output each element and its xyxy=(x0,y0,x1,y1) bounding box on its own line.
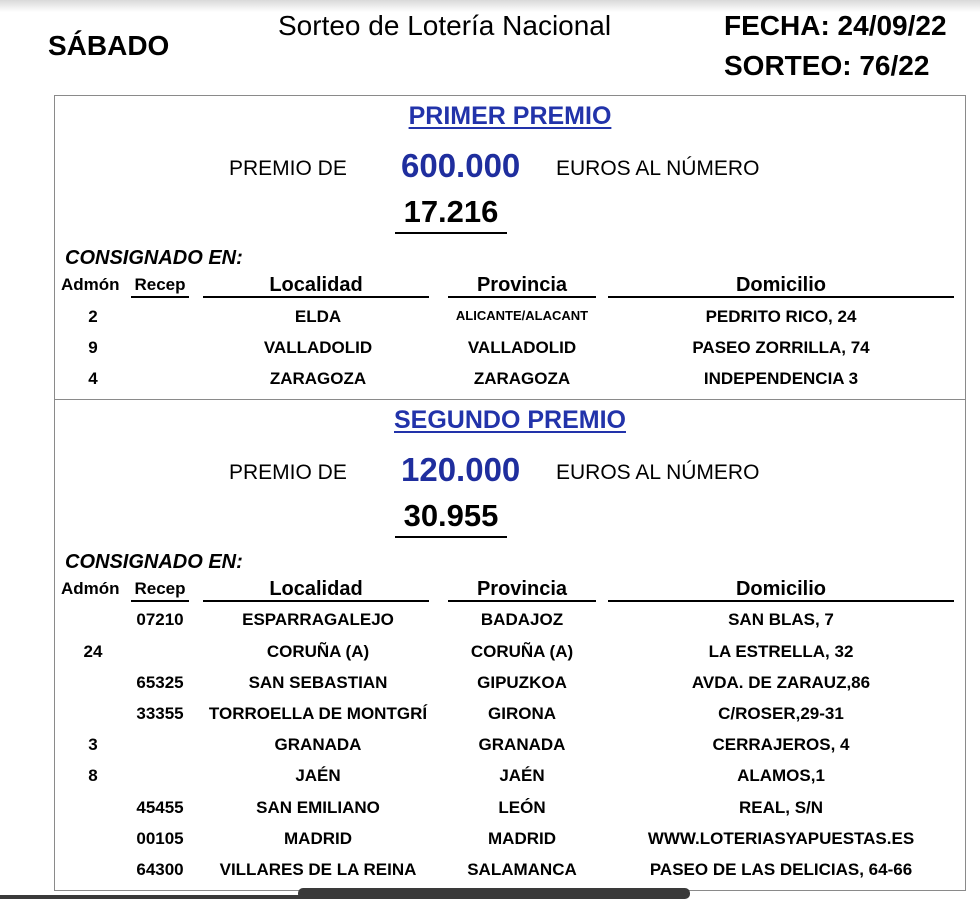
localidad-cell: SAN SEBASTIAN xyxy=(248,673,388,692)
localidad-cell: ELDA xyxy=(294,307,342,326)
table-row xyxy=(55,369,965,393)
localidad-cell: CORUÑA (A) xyxy=(266,642,370,661)
second-prize-number: 30.955 xyxy=(395,498,507,538)
col-localidad-header: Localidad xyxy=(203,578,429,602)
provincia-cell: GRANADA xyxy=(478,735,566,754)
table-row xyxy=(55,798,965,822)
day-label: SÁBADO xyxy=(48,30,170,61)
consigned-in-label: CONSIGNADO EN: xyxy=(65,247,243,269)
domicilio-cell: CERRAJEROS, 4 xyxy=(712,735,850,754)
localidad-cell: VILLARES DE LA REINA xyxy=(219,860,417,879)
provincia-cell: VALLADOLID xyxy=(467,338,577,357)
second-prize-title: SEGUNDO PREMIO xyxy=(394,406,626,434)
admon-cell: 8 xyxy=(88,766,98,785)
localidad-cell: SAN EMILIANO xyxy=(256,798,380,817)
provincia-cell: ZARAGOZA xyxy=(473,369,571,388)
euros-per-number-label: EUROS AL NÚMERO xyxy=(556,461,760,484)
provincia-cell: CORUÑA (A) xyxy=(470,642,574,661)
provincia-cell: LEÓN xyxy=(498,798,546,817)
recep-cell: 64300 xyxy=(136,860,184,879)
domicilio-cell: AVDA. DE ZARAUZ,86 xyxy=(691,673,871,692)
domicilio-cell: LA ESTRELLA, 32 xyxy=(708,642,854,661)
first-prize-section xyxy=(54,95,966,400)
col-recep-header: Recep xyxy=(131,274,189,298)
localidad-cell: JAÉN xyxy=(295,766,341,785)
col-localidad-header: Localidad xyxy=(203,274,429,298)
prize-of-label: PREMIO DE xyxy=(229,157,347,180)
localidad-cell: ESPARRAGALEJO xyxy=(242,610,394,629)
provincia-cell: BADAJOZ xyxy=(480,610,564,629)
col-provincia-header: Provincia xyxy=(448,578,596,602)
second-prize-amount: 120.000 xyxy=(401,451,521,488)
admon-cell: 4 xyxy=(88,369,98,388)
page-scroll-indicator[interactable] xyxy=(0,895,372,899)
table-row xyxy=(55,338,965,362)
table-row xyxy=(55,673,965,697)
domicilio-cell: REAL, S/N xyxy=(738,798,824,817)
first-prize-number: 17.216 xyxy=(395,194,507,234)
localidad-cell: TORROELLA DE MONTGRÍ xyxy=(208,704,428,723)
domicilio-cell: PEDRITO RICO, 24 xyxy=(705,307,857,326)
col-domicilio-header: Domicilio xyxy=(608,578,954,602)
col-provincia-header: Provincia xyxy=(448,274,596,298)
col-recep-header: Recep xyxy=(131,578,189,602)
domicilio-cell: SAN BLAS, 7 xyxy=(728,610,834,629)
prize-of-label: PREMIO DE xyxy=(229,461,347,484)
provincia-cell: ALICANTE/ALACANT xyxy=(455,308,589,323)
domicilio-cell: WWW.LOTERIASYAPUESTAS.ES xyxy=(647,829,915,848)
domicilio-cell: C/ROSER,29-31 xyxy=(718,704,844,723)
draw-date: FECHA: 24/09/22 xyxy=(724,10,947,41)
recep-cell: 45455 xyxy=(136,798,184,817)
consigned-in-label: CONSIGNADO EN: xyxy=(65,551,243,573)
domicilio-cell: ALAMOS,1 xyxy=(737,766,825,785)
table-row xyxy=(55,735,965,759)
col-admon-header: Admón xyxy=(61,275,120,294)
first-prize-title: PRIMER PREMIO xyxy=(408,102,612,130)
provincia-cell: MADRID xyxy=(488,829,556,848)
table-row xyxy=(55,610,965,634)
admon-cell: 2 xyxy=(88,307,98,326)
draw-number: SORTEO: 76/22 xyxy=(724,50,930,81)
page-title: Sorteo de Lotería Nacional xyxy=(278,10,612,41)
localidad-cell: MADRID xyxy=(284,829,352,848)
recep-cell: 07210 xyxy=(136,610,184,629)
provincia-cell: GIRONA xyxy=(488,704,556,723)
table-row xyxy=(55,704,965,728)
table-row xyxy=(55,307,965,331)
localidad-cell: ZARAGOZA xyxy=(269,369,367,388)
table-row xyxy=(55,829,965,853)
table-row xyxy=(55,642,965,666)
recep-cell: 65325 xyxy=(136,673,184,692)
col-admon-header: Admón xyxy=(61,579,120,598)
localidad-cell: VALLADOLID xyxy=(263,338,373,357)
table-row xyxy=(55,860,965,884)
admon-cell: 24 xyxy=(83,642,103,661)
recep-cell: 33355 xyxy=(136,704,184,723)
col-domicilio-header: Domicilio xyxy=(608,274,954,298)
admon-cell: 9 xyxy=(88,338,98,357)
recep-cell: 00105 xyxy=(136,829,184,848)
table-row xyxy=(55,766,965,790)
domicilio-cell: INDEPENDENCIA 3 xyxy=(703,369,859,388)
provincia-cell: GIPUZKOA xyxy=(477,673,567,692)
localidad-cell: GRANADA xyxy=(274,735,362,754)
provincia-cell: SALAMANCA xyxy=(467,860,577,879)
second-prize-section xyxy=(54,399,966,891)
domicilio-cell: PASEO DE LAS DELICIAS, 64-66 xyxy=(649,860,913,879)
admon-cell: 3 xyxy=(88,735,98,754)
provincia-cell: JAÉN xyxy=(499,766,545,785)
domicilio-cell: PASEO ZORRILLA, 74 xyxy=(692,338,870,357)
euros-per-number-label: EUROS AL NÚMERO xyxy=(556,157,760,180)
first-prize-amount: 600.000 xyxy=(401,147,521,184)
